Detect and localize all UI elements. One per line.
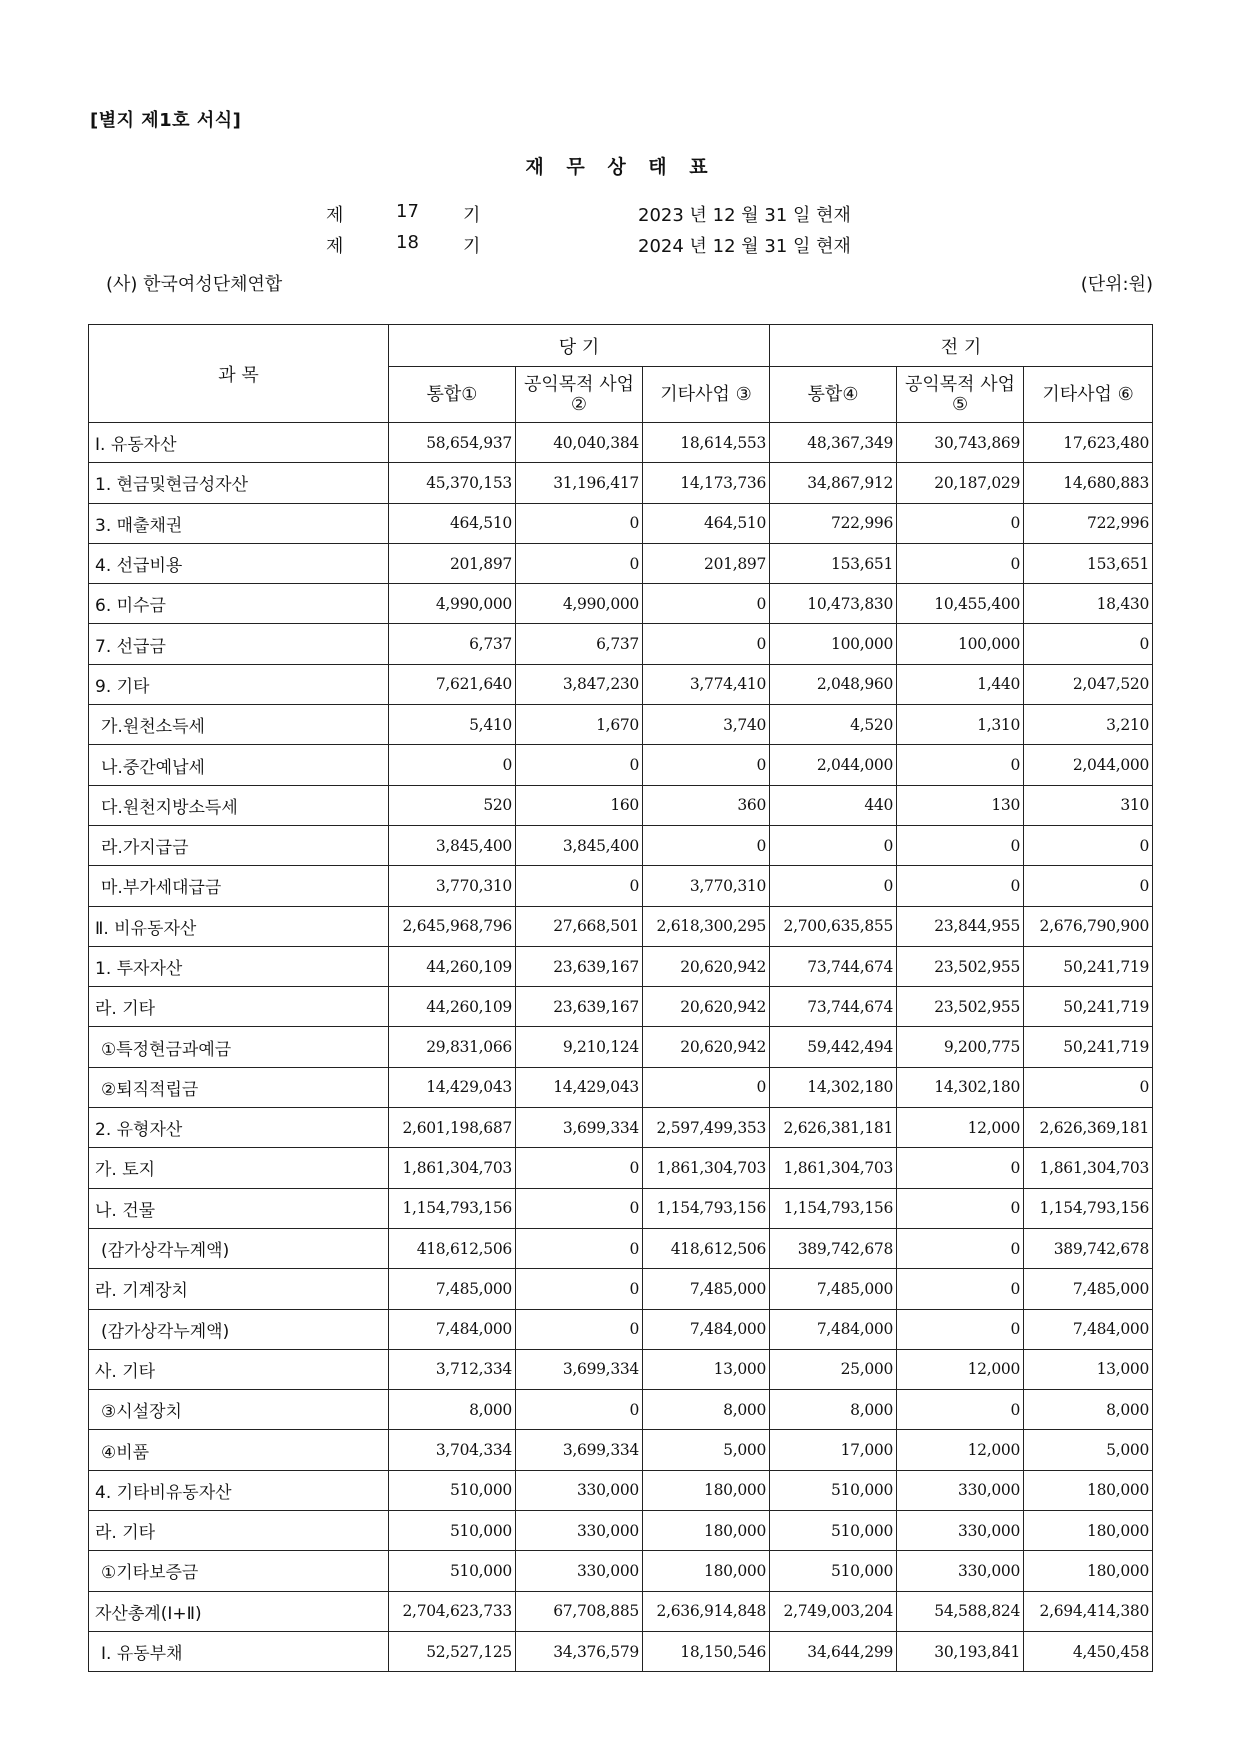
amount-cell: 6,737	[389, 624, 516, 664]
amount-cell: 20,620,942	[643, 946, 770, 986]
amount-cell: 464,510	[643, 503, 770, 543]
amount-cell: 0	[516, 1390, 643, 1430]
row-label: 나. 건물	[89, 1188, 389, 1228]
amount-cell: 1,154,793,156	[389, 1188, 516, 1228]
amount-cell: 330,000	[516, 1551, 643, 1591]
amount-cell: 2,704,623,733	[389, 1591, 516, 1631]
amount-cell: 3,740	[643, 705, 770, 745]
row-label: 4. 기타비유동자산	[89, 1470, 389, 1510]
amount-cell: 40,040,384	[516, 423, 643, 463]
amount-cell: 0	[770, 866, 897, 906]
amount-cell: 14,173,736	[643, 463, 770, 503]
row-label: 마.부가세대급금	[89, 866, 389, 906]
document-title: 재 무 상 태 표	[525, 156, 716, 178]
amount-cell: 2,047,520	[1024, 664, 1153, 704]
amount-cell: 14,680,883	[1024, 463, 1153, 503]
row-label: 다.원천지방소득세	[89, 785, 389, 825]
amount-cell: 20,620,942	[643, 1027, 770, 1067]
row-label: 7. 선급금	[89, 624, 389, 664]
period-number: 17	[396, 201, 419, 222]
amount-cell: 389,742,678	[1024, 1228, 1153, 1268]
row-label: 라.가지급금	[89, 825, 389, 865]
amount-cell: 7,485,000	[643, 1269, 770, 1309]
amount-cell: 0	[516, 1148, 643, 1188]
table-row	[89, 1027, 1153, 1067]
amount-cell: 0	[897, 1269, 1024, 1309]
amount-cell: 0	[1024, 1067, 1153, 1107]
amount-cell: 360	[643, 785, 770, 825]
amount-cell: 418,612,506	[643, 1228, 770, 1268]
amount-cell: 67,708,885	[516, 1591, 643, 1631]
amount-cell: 0	[770, 825, 897, 865]
table-row	[89, 1349, 1153, 1389]
amount-cell: 0	[516, 543, 643, 583]
amount-cell: 330,000	[516, 1511, 643, 1551]
amount-cell: 100,000	[770, 624, 897, 664]
amount-cell: 510,000	[770, 1470, 897, 1510]
amount-cell: 7,621,640	[389, 664, 516, 704]
amount-cell: 3,699,334	[516, 1430, 643, 1470]
amount-cell: 0	[643, 1067, 770, 1107]
amount-cell: 12,000	[897, 1108, 1024, 1148]
table-row	[89, 1631, 1153, 1671]
amount-cell: 14,302,180	[897, 1067, 1024, 1107]
table-row	[89, 946, 1153, 986]
amount-cell: 20,187,029	[897, 463, 1024, 503]
prior-period-header: 전 기	[770, 325, 1153, 367]
unit-label: (단위:원)	[1080, 274, 1153, 295]
amount-cell: 153,651	[770, 543, 897, 583]
amount-cell: 23,844,955	[897, 906, 1024, 946]
row-label: ①특정현금과예금	[89, 1027, 389, 1067]
amount-cell: 0	[516, 1309, 643, 1349]
amount-cell: 510,000	[770, 1551, 897, 1591]
amount-cell: 18,150,546	[643, 1631, 770, 1671]
table-row	[89, 1551, 1153, 1591]
row-label: ①기타보증금	[89, 1551, 389, 1591]
amount-cell: 180,000	[643, 1551, 770, 1591]
amount-cell: 2,597,499,353	[643, 1108, 770, 1148]
row-label: 2. 유형자산	[89, 1108, 389, 1148]
amount-cell: 2,044,000	[770, 745, 897, 785]
amount-cell: 464,510	[389, 503, 516, 543]
amount-cell: 7,485,000	[1024, 1269, 1153, 1309]
table-row	[89, 1430, 1153, 1470]
amount-cell: 1,861,304,703	[770, 1148, 897, 1188]
amount-cell: 1,310	[897, 705, 1024, 745]
amount-cell: 0	[897, 543, 1024, 583]
amount-cell: 0	[897, 1148, 1024, 1188]
amount-cell: 1,154,793,156	[643, 1188, 770, 1228]
amount-cell: 30,743,869	[897, 423, 1024, 463]
amount-cell: 3,704,334	[389, 1430, 516, 1470]
amount-cell: 48,367,349	[770, 423, 897, 463]
table-row	[89, 785, 1153, 825]
amount-cell: 50,241,719	[1024, 1027, 1153, 1067]
amount-cell: 0	[516, 1269, 643, 1309]
amount-cell: 180,000	[1024, 1511, 1153, 1551]
table-row	[89, 503, 1153, 543]
amount-cell: 201,897	[643, 543, 770, 583]
period-date: 2024 년 12 월 31 일 현재	[638, 236, 851, 257]
amount-cell: 58,654,937	[389, 423, 516, 463]
amount-cell: 0	[897, 866, 1024, 906]
amount-cell: 1,154,793,156	[770, 1188, 897, 1228]
amount-cell: 3,699,334	[516, 1108, 643, 1148]
amount-cell: 1,861,304,703	[389, 1148, 516, 1188]
amount-cell: 34,644,299	[770, 1631, 897, 1671]
amount-cell: 23,502,955	[897, 987, 1024, 1027]
amount-cell: 0	[643, 745, 770, 785]
amount-cell: 10,455,400	[897, 584, 1024, 624]
amount-cell: 2,601,198,687	[389, 1108, 516, 1148]
amount-cell: 13,000	[643, 1349, 770, 1389]
amount-cell: 510,000	[389, 1551, 516, 1591]
amount-cell: 23,502,955	[897, 946, 1024, 986]
amount-cell: 180,000	[643, 1511, 770, 1551]
amount-cell: 180,000	[1024, 1551, 1153, 1591]
amount-cell: 73,744,674	[770, 987, 897, 1027]
row-label: ②퇴직적립금	[89, 1067, 389, 1107]
row-label: 라. 기타	[89, 1511, 389, 1551]
amount-cell: 34,376,579	[516, 1631, 643, 1671]
amount-cell: 510,000	[770, 1511, 897, 1551]
amount-cell: 7,484,000	[643, 1309, 770, 1349]
amount-cell: 7,485,000	[770, 1269, 897, 1309]
amount-cell: 0	[897, 1188, 1024, 1228]
row-label: 가.원천소득세	[89, 705, 389, 745]
amount-cell: 3,845,400	[516, 825, 643, 865]
amount-cell: 10,473,830	[770, 584, 897, 624]
table-row	[89, 1309, 1153, 1349]
amount-cell: 330,000	[897, 1551, 1024, 1591]
row-label: Ⅰ. 유동자산	[89, 423, 389, 463]
amount-cell: 8,000	[389, 1390, 516, 1430]
amount-cell: 1,861,304,703	[1024, 1148, 1153, 1188]
organization-name: (사) 한국여성단체연합	[106, 274, 283, 295]
amount-cell: 330,000	[897, 1511, 1024, 1551]
amount-cell: 44,260,109	[389, 946, 516, 986]
amount-cell: 0	[516, 1228, 643, 1268]
amount-cell: 59,442,494	[770, 1027, 897, 1067]
amount-cell: 8,000	[1024, 1390, 1153, 1430]
period-date: 2023 년 12 월 31 일 현재	[638, 205, 851, 226]
period-number: 18	[396, 232, 419, 253]
amount-cell: 0	[897, 1309, 1024, 1349]
table-row	[89, 584, 1153, 624]
amount-cell: 5,000	[643, 1430, 770, 1470]
column-header: 공익목적 사업②	[516, 367, 643, 423]
row-label: Ⅱ. 비유동자산	[89, 906, 389, 946]
amount-cell: 2,626,369,181	[1024, 1108, 1153, 1148]
row-label: ④비품	[89, 1430, 389, 1470]
amount-cell: 0	[897, 1228, 1024, 1268]
amount-cell: 2,694,414,380	[1024, 1591, 1153, 1631]
amount-cell: 0	[1024, 825, 1153, 865]
amount-cell: 3,847,230	[516, 664, 643, 704]
amount-cell: 418,612,506	[389, 1228, 516, 1268]
amount-cell: 45,370,153	[389, 463, 516, 503]
column-header: 기타사업 ③	[643, 367, 770, 423]
amount-cell: 12,000	[897, 1430, 1024, 1470]
table-row	[89, 1188, 1153, 1228]
amount-cell: 7,485,000	[389, 1269, 516, 1309]
table-row	[89, 664, 1153, 704]
amount-cell: 34,867,912	[770, 463, 897, 503]
amount-cell: 510,000	[389, 1470, 516, 1510]
amount-cell: 0	[516, 866, 643, 906]
amount-cell: 2,645,968,796	[389, 906, 516, 946]
row-label: ③시설장치	[89, 1390, 389, 1430]
amount-cell: 4,990,000	[516, 584, 643, 624]
amount-cell: 520	[389, 785, 516, 825]
amount-cell: 29,831,066	[389, 1027, 516, 1067]
row-label: 자산총계(Ⅰ+Ⅱ)	[89, 1591, 389, 1631]
table-row	[89, 463, 1153, 503]
amount-cell: 6,737	[516, 624, 643, 664]
amount-cell: 13,000	[1024, 1349, 1153, 1389]
column-header: 기타사업 ⑥	[1024, 367, 1153, 423]
amount-cell: 3,770,310	[389, 866, 516, 906]
amount-cell: 0	[643, 624, 770, 664]
table-row	[89, 624, 1153, 664]
amount-cell: 27,668,501	[516, 906, 643, 946]
row-label: 1. 현금및현금성자산	[89, 463, 389, 503]
amount-cell: 9,210,124	[516, 1027, 643, 1067]
amount-cell: 2,626,381,181	[770, 1108, 897, 1148]
column-header: 공익목적 사업⑤	[897, 367, 1024, 423]
amount-cell: 722,996	[770, 503, 897, 543]
amount-cell: 1,154,793,156	[1024, 1188, 1153, 1228]
amount-cell: 4,450,458	[1024, 1631, 1153, 1671]
amount-cell: 73,744,674	[770, 946, 897, 986]
amount-cell: 180,000	[1024, 1470, 1153, 1510]
amount-cell: 330,000	[516, 1470, 643, 1510]
table-row	[89, 825, 1153, 865]
amount-cell: 5,410	[389, 705, 516, 745]
amount-cell: 50,241,719	[1024, 946, 1153, 986]
amount-cell: 4,520	[770, 705, 897, 745]
column-header: 통합④	[770, 367, 897, 423]
row-label: 라. 기계장치	[89, 1269, 389, 1309]
table-row	[89, 1470, 1153, 1510]
amount-cell: 0	[516, 745, 643, 785]
table-row	[89, 1390, 1153, 1430]
amount-cell: 0	[897, 1390, 1024, 1430]
amount-cell: 3,712,334	[389, 1349, 516, 1389]
row-label: 3. 매출채권	[89, 503, 389, 543]
amount-cell: 0	[897, 825, 1024, 865]
amount-cell: 8,000	[770, 1390, 897, 1430]
amount-cell: 0	[1024, 624, 1153, 664]
amount-cell: 7,484,000	[770, 1309, 897, 1349]
amount-cell: 18,614,553	[643, 423, 770, 463]
period-gi: 기	[463, 236, 481, 257]
amount-cell: 14,429,043	[389, 1067, 516, 1107]
row-label: 사. 기타	[89, 1349, 389, 1389]
amount-cell: 4,990,000	[389, 584, 516, 624]
balance-sheet-table	[88, 324, 1153, 1672]
period-je: 제	[326, 205, 344, 226]
period-gi: 기	[463, 205, 481, 226]
amount-cell: 100,000	[897, 624, 1024, 664]
table-row	[89, 705, 1153, 745]
amount-cell: 0	[643, 825, 770, 865]
amount-cell: 0	[897, 503, 1024, 543]
amount-cell: 0	[389, 745, 516, 785]
row-label: 가. 토지	[89, 1148, 389, 1188]
row-label: 1. 투자자산	[89, 946, 389, 986]
amount-cell: 389,742,678	[770, 1228, 897, 1268]
amount-cell: 510,000	[389, 1511, 516, 1551]
amount-cell: 18,430	[1024, 584, 1153, 624]
amount-cell: 0	[897, 745, 1024, 785]
amount-cell: 2,044,000	[1024, 745, 1153, 785]
amount-cell: 180,000	[643, 1470, 770, 1510]
row-label: 나.중간예납세	[89, 745, 389, 785]
amount-cell: 3,774,410	[643, 664, 770, 704]
row-label: (감가상각누계액)	[89, 1309, 389, 1349]
amount-cell: 17,623,480	[1024, 423, 1153, 463]
row-label: 6. 미수금	[89, 584, 389, 624]
amount-cell: 7,484,000	[1024, 1309, 1153, 1349]
amount-cell: 12,000	[897, 1349, 1024, 1389]
column-header: 통합①	[389, 367, 516, 423]
amount-cell: 9,200,775	[897, 1027, 1024, 1067]
amount-cell: 2,749,003,204	[770, 1591, 897, 1631]
amount-cell: 3,210	[1024, 705, 1153, 745]
amount-cell: 31,196,417	[516, 463, 643, 503]
amount-cell: 0	[1024, 866, 1153, 906]
table-row	[89, 866, 1153, 906]
row-label: (감가상각누계액)	[89, 1228, 389, 1268]
amount-cell: 50,241,719	[1024, 987, 1153, 1027]
current-period-header: 당 기	[389, 325, 770, 367]
amount-cell: 2,700,635,855	[770, 906, 897, 946]
table-row	[89, 906, 1153, 946]
amount-cell: 25,000	[770, 1349, 897, 1389]
amount-cell: 23,639,167	[516, 987, 643, 1027]
amount-cell: 130	[897, 785, 1024, 825]
row-label: 9. 기타	[89, 664, 389, 704]
amount-cell: 17,000	[770, 1430, 897, 1470]
table-row	[89, 1228, 1153, 1268]
amount-cell: 440	[770, 785, 897, 825]
amount-cell: 14,429,043	[516, 1067, 643, 1107]
amount-cell: 44,260,109	[389, 987, 516, 1027]
row-label: 4. 선급비용	[89, 543, 389, 583]
amount-cell: 0	[516, 503, 643, 543]
amount-cell: 52,527,125	[389, 1631, 516, 1671]
table-row	[89, 1148, 1153, 1188]
amount-cell: 20,620,942	[643, 987, 770, 1027]
amount-cell: 2,636,914,848	[643, 1591, 770, 1631]
amount-cell: 5,000	[1024, 1430, 1153, 1470]
amount-cell: 160	[516, 785, 643, 825]
amount-cell: 1,670	[516, 705, 643, 745]
amount-cell: 310	[1024, 785, 1153, 825]
amount-cell: 30,193,841	[897, 1631, 1024, 1671]
amount-cell: 8,000	[643, 1390, 770, 1430]
amount-cell: 1,440	[897, 664, 1024, 704]
table-row	[89, 987, 1153, 1027]
table-row	[89, 1269, 1153, 1309]
amount-cell: 1,861,304,703	[643, 1148, 770, 1188]
amount-cell: 23,639,167	[516, 946, 643, 986]
amount-cell: 2,048,960	[770, 664, 897, 704]
amount-cell: 7,484,000	[389, 1309, 516, 1349]
amount-cell: 0	[643, 584, 770, 624]
table-row	[89, 1067, 1153, 1107]
amount-cell: 330,000	[897, 1470, 1024, 1510]
amount-cell: 3,699,334	[516, 1349, 643, 1389]
table-body	[89, 423, 1153, 1672]
amount-cell: 3,770,310	[643, 866, 770, 906]
table-row	[89, 745, 1153, 785]
amount-cell: 2,676,790,900	[1024, 906, 1153, 946]
amount-cell: 54,588,824	[897, 1591, 1024, 1631]
form-label: [별지 제1호 서식]	[90, 110, 242, 131]
subject-header: 과 목	[89, 325, 389, 423]
row-label: 라. 기타	[89, 987, 389, 1027]
row-label: Ⅰ. 유동부채	[89, 1631, 389, 1671]
table-row	[89, 543, 1153, 583]
amount-cell: 153,651	[1024, 543, 1153, 583]
table-row	[89, 423, 1153, 463]
amount-cell: 201,897	[389, 543, 516, 583]
amount-cell: 3,845,400	[389, 825, 516, 865]
period-je: 제	[326, 236, 344, 257]
table-row	[89, 1108, 1153, 1148]
amount-cell: 2,618,300,295	[643, 906, 770, 946]
table-row	[89, 1591, 1153, 1631]
amount-cell: 14,302,180	[770, 1067, 897, 1107]
amount-cell: 722,996	[1024, 503, 1153, 543]
amount-cell: 0	[516, 1188, 643, 1228]
table-row	[89, 1511, 1153, 1551]
